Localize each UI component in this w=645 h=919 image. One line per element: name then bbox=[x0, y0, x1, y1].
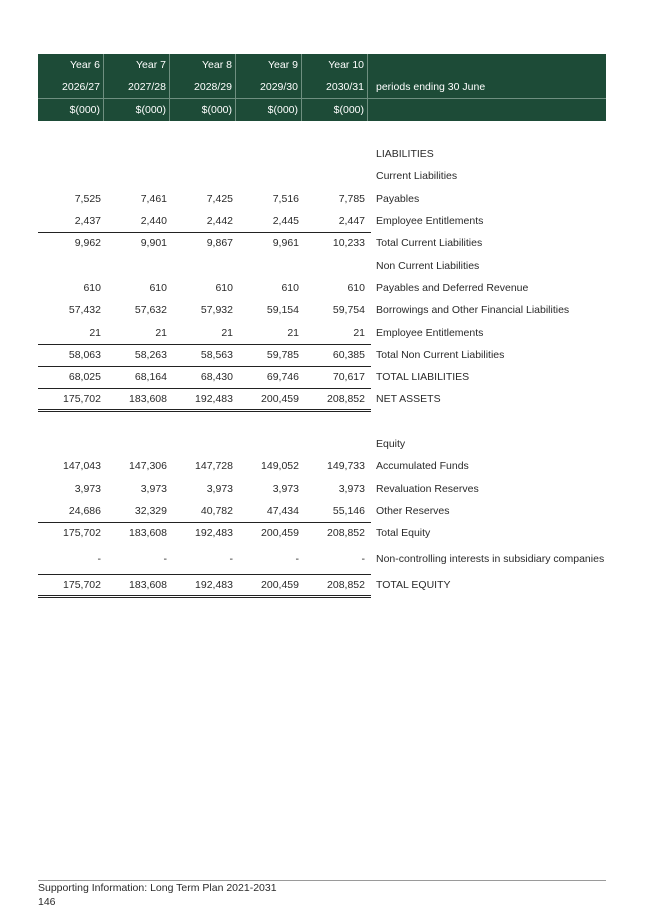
value-cell: 9,901 bbox=[140, 237, 167, 250]
financial-table bbox=[38, 54, 606, 597]
value-cell: 610 bbox=[83, 281, 101, 294]
header-unit: $(000) bbox=[236, 99, 302, 121]
value-cell: 57,632 bbox=[134, 304, 167, 317]
table-row bbox=[38, 477, 606, 499]
row-label: Total Equity bbox=[376, 527, 431, 540]
table-body bbox=[38, 143, 606, 597]
header-unit: $(000) bbox=[38, 99, 104, 121]
value-cell: - bbox=[295, 553, 299, 566]
value-cell: 21 bbox=[221, 326, 233, 339]
header-years-row bbox=[38, 54, 606, 76]
value-cell: 183,608 bbox=[129, 393, 167, 406]
value-cell: 24,686 bbox=[68, 504, 101, 517]
header-unit: $(000) bbox=[302, 99, 368, 121]
header-unit: $(000) bbox=[104, 99, 170, 121]
value-cell: 21 bbox=[353, 326, 365, 339]
row-label: Revaluation Reserves bbox=[376, 482, 479, 495]
value-cell: 175,702 bbox=[63, 579, 101, 592]
table-row bbox=[38, 544, 606, 574]
value-cell: 47,434 bbox=[266, 504, 299, 517]
value-cell: 149,733 bbox=[327, 460, 365, 473]
header-periods-row bbox=[38, 76, 606, 99]
row-label: Payables and Deferred Revenue bbox=[376, 281, 529, 294]
row-label: Non-controlling interests in subsidiary companies bbox=[376, 552, 605, 565]
value-cell: 7,516 bbox=[272, 192, 299, 205]
header-desc-empty bbox=[368, 54, 606, 76]
value-cell: 32,329 bbox=[134, 504, 167, 517]
value-cell: 2,437 bbox=[74, 215, 101, 228]
page-number: 146 bbox=[38, 896, 56, 908]
value-cell: 175,702 bbox=[63, 527, 101, 540]
value-cell: 183,608 bbox=[129, 527, 167, 540]
row-label: NET ASSETS bbox=[376, 393, 441, 406]
value-cell: 192,483 bbox=[195, 527, 233, 540]
value-cell: - bbox=[361, 553, 365, 566]
value-cell: 208,852 bbox=[327, 393, 365, 406]
value-cell: 59,154 bbox=[266, 304, 299, 317]
section-heading bbox=[38, 254, 606, 276]
value-cell: 70,617 bbox=[332, 371, 365, 384]
header-year: Year 6 bbox=[38, 54, 104, 76]
table-row bbox=[38, 299, 606, 321]
table-row bbox=[38, 210, 606, 232]
value-cell: 2,447 bbox=[338, 215, 365, 228]
table-row-total bbox=[38, 388, 606, 410]
header-period: 2028/29 bbox=[170, 76, 236, 98]
table-row-total bbox=[38, 366, 606, 388]
value-cell: 3,973 bbox=[272, 482, 299, 495]
value-cell: 3,973 bbox=[206, 482, 233, 495]
header-desc-empty bbox=[368, 99, 606, 121]
table-row bbox=[38, 500, 606, 522]
value-cell: 9,867 bbox=[206, 237, 233, 250]
section-heading bbox=[38, 143, 606, 165]
value-cell: 2,442 bbox=[206, 215, 233, 228]
header-period: 2030/31 bbox=[302, 76, 368, 98]
table-row bbox=[38, 277, 606, 299]
value-cell: 7,785 bbox=[338, 192, 365, 205]
value-cell: 60,385 bbox=[332, 348, 365, 361]
header-period: 2027/28 bbox=[104, 76, 170, 98]
footer-divider bbox=[38, 880, 606, 881]
row-label: Total Non Current Liabilities bbox=[376, 348, 505, 361]
value-cell: 147,043 bbox=[63, 460, 101, 473]
row-label: Payables bbox=[376, 192, 420, 205]
value-cell: 175,702 bbox=[63, 393, 101, 406]
table-header bbox=[38, 54, 606, 121]
current-liabilities-heading: Current Liabilities bbox=[376, 170, 458, 183]
value-cell: 3,973 bbox=[338, 482, 365, 495]
section-heading bbox=[38, 433, 606, 455]
value-cell: 183,608 bbox=[129, 579, 167, 592]
value-cell: 58,063 bbox=[68, 348, 101, 361]
value-cell: 192,483 bbox=[195, 579, 233, 592]
value-cell: 21 bbox=[287, 326, 299, 339]
non-current-liabilities-heading: Non Current Liabilities bbox=[376, 259, 480, 272]
row-label: Borrowings and Other Financial Liabilities bbox=[376, 304, 570, 317]
value-cell: 10,233 bbox=[332, 237, 365, 250]
value-cell: 2,445 bbox=[272, 215, 299, 228]
value-cell: 3,973 bbox=[74, 482, 101, 495]
row-label: Employee Entitlements bbox=[376, 215, 484, 228]
header-year: Year 8 bbox=[170, 54, 236, 76]
period-label: periods ending 30 June bbox=[376, 81, 486, 93]
equity-heading: Equity bbox=[376, 438, 406, 450]
value-cell: - bbox=[229, 553, 233, 566]
value-cell: 208,852 bbox=[327, 579, 365, 592]
value-cell: 147,306 bbox=[129, 460, 167, 473]
table-row-total bbox=[38, 344, 606, 366]
header-period: 2026/27 bbox=[38, 76, 104, 98]
header-unit: $(000) bbox=[170, 99, 236, 121]
header-year: Year 10 bbox=[302, 54, 368, 76]
value-cell: 610 bbox=[281, 281, 299, 294]
value-cell: 21 bbox=[89, 326, 101, 339]
value-cell: 57,932 bbox=[200, 304, 233, 317]
value-cell: 3,973 bbox=[140, 482, 167, 495]
header-units-row bbox=[38, 99, 606, 121]
value-cell: 610 bbox=[149, 281, 167, 294]
value-cell: 192,483 bbox=[195, 393, 233, 406]
table-row-total bbox=[38, 574, 606, 596]
value-cell: 200,459 bbox=[261, 527, 299, 540]
value-cell: 149,052 bbox=[261, 460, 299, 473]
value-cell: 147,728 bbox=[195, 460, 233, 473]
table-row bbox=[38, 188, 606, 210]
row-label: TOTAL LIABILITIES bbox=[376, 371, 470, 384]
value-cell: 57,432 bbox=[68, 304, 101, 317]
value-cell: 58,563 bbox=[200, 348, 233, 361]
footer-title: Supporting Information: Long Term Plan 2021-2031 bbox=[38, 882, 277, 894]
header-year: Year 7 bbox=[104, 54, 170, 76]
table-row bbox=[38, 455, 606, 477]
value-cell: 21 bbox=[155, 326, 167, 339]
liabilities-heading: LIABILITIES bbox=[376, 148, 434, 161]
row-label: Employee Entitlements bbox=[376, 326, 484, 339]
value-cell: 40,782 bbox=[200, 504, 233, 517]
value-cell: 59,785 bbox=[266, 348, 299, 361]
row-label: Other Reserves bbox=[376, 504, 450, 517]
value-cell: 68,164 bbox=[134, 371, 167, 384]
row-label: TOTAL EQUITY bbox=[376, 579, 451, 592]
section-heading bbox=[38, 165, 606, 187]
value-cell: 208,852 bbox=[327, 527, 365, 540]
table-row bbox=[38, 321, 606, 343]
table-row-total bbox=[38, 522, 606, 544]
header-year: Year 9 bbox=[236, 54, 302, 76]
table-row-total bbox=[38, 232, 606, 254]
value-cell: 610 bbox=[347, 281, 365, 294]
value-cell: 9,962 bbox=[74, 237, 101, 250]
row-label: Accumulated Funds bbox=[376, 460, 469, 473]
row-label: Total Current Liabilities bbox=[376, 237, 483, 250]
value-cell: 200,459 bbox=[261, 579, 299, 592]
value-cell: 69,746 bbox=[266, 371, 299, 384]
value-cell: 7,525 bbox=[74, 192, 101, 205]
value-cell: 200,459 bbox=[261, 393, 299, 406]
value-cell: 55,146 bbox=[332, 504, 365, 517]
value-cell: 610 bbox=[215, 281, 233, 294]
value-cell: 2,440 bbox=[140, 215, 167, 228]
value-cell: - bbox=[163, 553, 167, 566]
header-period: 2029/30 bbox=[236, 76, 302, 98]
value-cell: 68,430 bbox=[200, 371, 233, 384]
value-cell: 9,961 bbox=[272, 237, 299, 250]
value-cell: 68,025 bbox=[68, 371, 101, 384]
value-cell: 7,425 bbox=[206, 192, 233, 205]
value-cell: - bbox=[97, 553, 101, 566]
value-cell: 7,461 bbox=[140, 192, 167, 205]
spacer-row bbox=[38, 411, 606, 433]
value-cell: 59,754 bbox=[332, 304, 365, 317]
value-cell: 58,263 bbox=[134, 348, 167, 361]
